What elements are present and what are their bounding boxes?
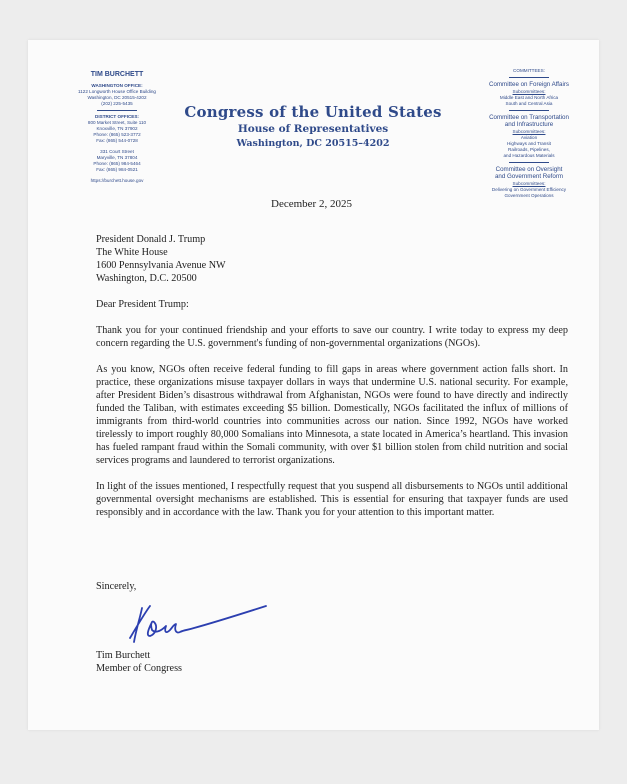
salutation: Dear President Trump: [96,299,189,310]
district-address-line: Knoxville, TN 37902 [96,126,138,131]
recipient-address [96,233,568,285]
committee-name: Committee on Oversight [495,165,563,173]
subcommittees-label: Subcommittees: [512,180,546,186]
washington-address-line: Washington, DC 20515-4202 [87,95,147,100]
committee-name: and Infrastructure [504,121,554,128]
letterhead-committees-block [468,68,590,199]
recipient-line: Washington, D.C. 20500 [96,273,197,284]
subcommittee-name: and Hazardous Materials [503,152,555,158]
subcommittee-name: Government Operations [504,192,554,198]
committee-name: Committee on Foreign Affairs [488,81,569,88]
divider [97,110,137,111]
website-link: https://burchett.house.gov [90,178,144,183]
washington-office-label: WASHINGTON OFFICE: [91,83,143,88]
subcommittee-name: Middle East and North Africa [499,94,559,100]
district-address-line: 331 Court Street [100,149,134,154]
district-address-line: 800 Market Street, Suite 110 [87,120,147,125]
divider [509,162,549,163]
committee-name: and Government Reform [494,173,564,180]
subcommittees-label: Subcommittees: [512,88,546,94]
member-name-header: TIM BURCHETT [90,71,144,78]
district-phone: Phone: (865) 523-3772 [93,132,141,137]
house-title: House of Representatives [237,123,389,135]
district-fax: Fax: (865) 544-0728 [96,138,138,143]
letter-body [96,233,568,532]
recipient-line: President Donald J. Trump [96,234,206,245]
divider [509,110,549,111]
washington-phone: (202) 225-5435 [101,101,133,106]
signer-name: Tim Burchett [96,650,151,661]
district-phone: Phone: (865) 984-5464 [93,161,141,166]
congress-title: Congress of the United States [184,103,442,121]
washington-address-line: 1122 Longworth House Office Building [78,89,156,94]
district-fax: Fax: (865) 984-0521 [96,167,138,172]
recipient-line: The White House [96,247,168,258]
signer-block [96,649,182,675]
body-paragraph: As you know, NGOs often receive federal funding to fill gaps in areas where government action falls short. In practice, these organizations misuse taxpayer dollars in ways that undermine U.S. national security. For example, after President Biden’s disastrous withdrawal from Afghanistan, NGOs were found to have directly and indirectly funded the Taliban, with estimates exceeding $5 billion. Domestically, NGOs facilitated the influx of millions of immigrants from third-world countries into communities across our nation. Since 1992, NGOs have worked tirelessly to import roughly 80,000 Somalians into Minnesota, a state located in America’s heartland. This invasion has fueled rampant fraud within the Somali community, with over $1 billion stolen from child nutrition and social services programs and laundered to terrorist organizations. [96,364,568,466]
committee-name: Committee on Transportation [489,113,569,121]
washington-zip: Washington, DC 20515–4202 [236,138,390,149]
subcommittees-label: Subcommittees: [512,128,546,134]
body-paragraph: Thank you for your continued friendship and your efforts to save our country. I write today to express my deep concern regarding the U.S. government's funding of non-governmental organizations (NGOs). [96,325,568,349]
district-address-line: Maryville, TN 37804 [96,155,138,160]
district-offices-label: DISTRICT OFFICES: [95,114,139,119]
letter-page [28,40,599,730]
divider [509,77,549,78]
signer-title: Member of Congress [96,663,183,674]
letterhead-left-block [58,70,176,184]
letter-date: December 2, 2025 [271,198,352,210]
committees-label: COMMITTEES: [513,68,545,73]
subcommittee-name: South and Central Asia [505,100,553,106]
closing: Sincerely, [96,581,137,592]
letterhead-title-block [178,102,448,150]
subcommittee-name: Aviation [520,134,538,140]
recipient-line: 1600 Pennsylvania Avenue NW [96,260,226,271]
subcommittee-name: Railroads, Pipelines, [508,146,550,152]
subcommittee-name: Highways and Transit [507,140,551,146]
subcommittee-name: Delivering on Government Efficiency [491,186,567,192]
signature-image [116,600,276,648]
body-paragraph: In light of the issues mentioned, I respectfully request that you suspend all disbursements to NGOs until additional governmental oversight mechanisms are established. This is essential for ensuring that taxpayer funds are used responsibly and in accordance with the law. Thank you for your attention to this important matter. [96,481,568,518]
